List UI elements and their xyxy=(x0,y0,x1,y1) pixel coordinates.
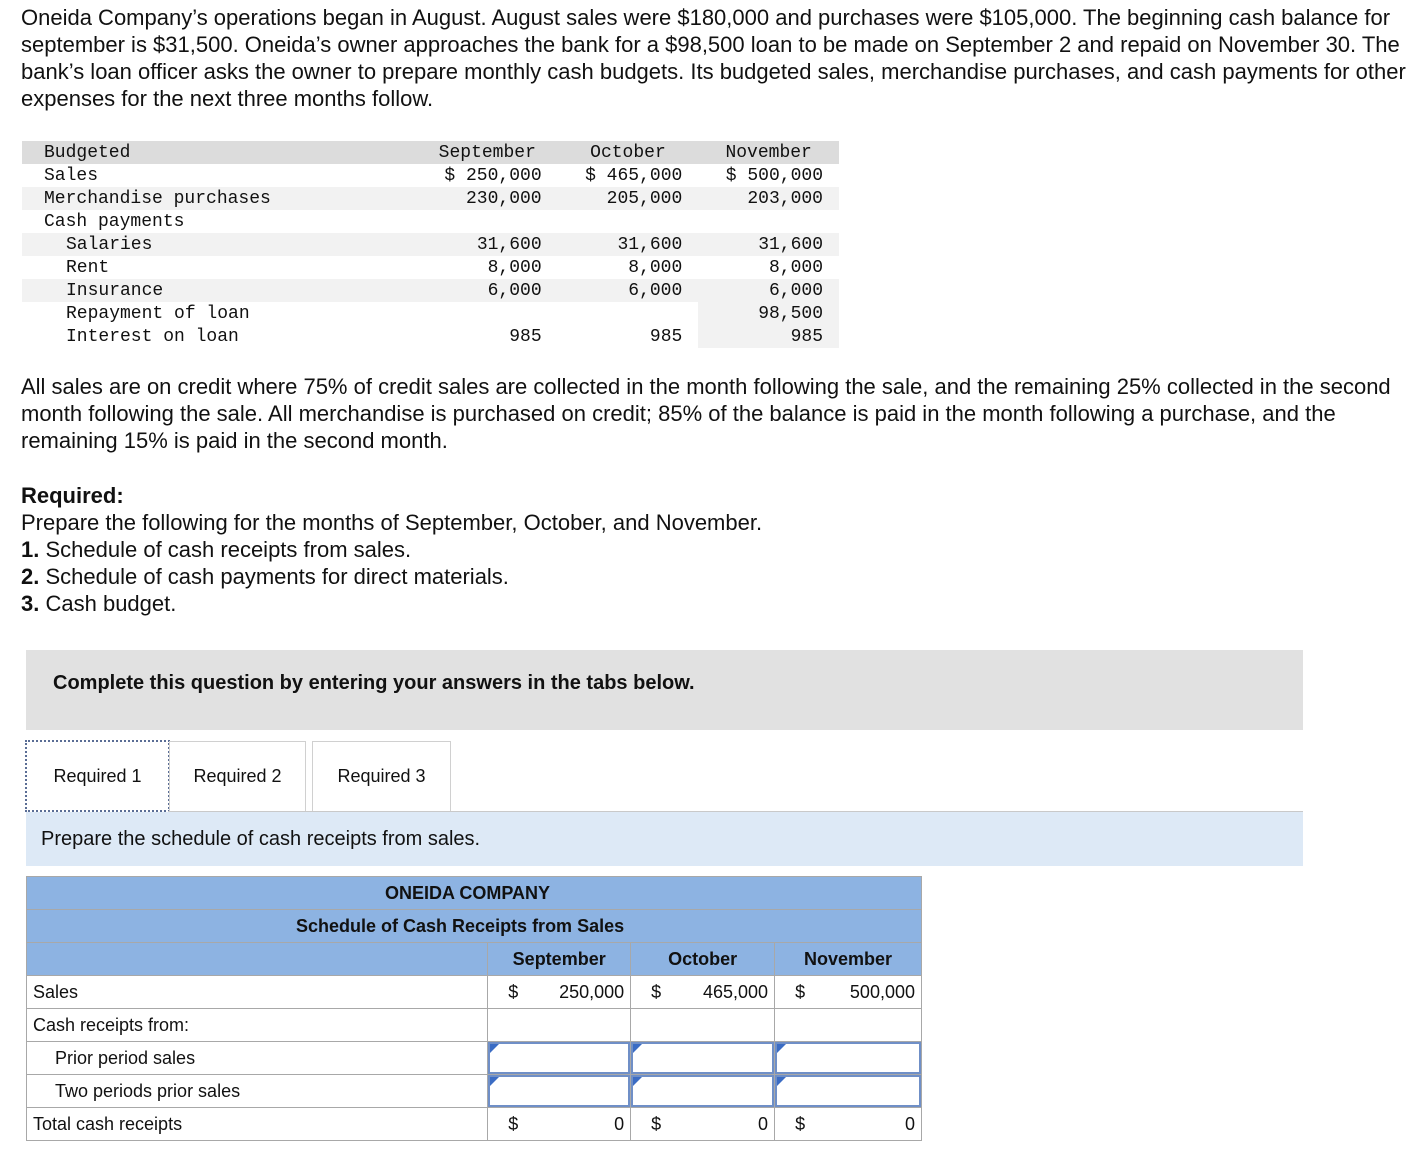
total-november xyxy=(775,1108,922,1141)
budget-value: 31,600 xyxy=(698,233,839,256)
budget-header-november: November xyxy=(698,141,839,164)
schedule-month-header xyxy=(27,943,922,976)
currency-sign: $ xyxy=(651,1113,662,1134)
total-value: 0 xyxy=(614,1113,625,1134)
prior-period-october-input[interactable] xyxy=(631,1042,774,1074)
schedule-company: ONEIDA COMPANY xyxy=(27,877,922,910)
schedule-row-total xyxy=(27,1108,922,1141)
currency-sign: $ xyxy=(795,981,806,1002)
total-october xyxy=(631,1108,775,1141)
sales-september xyxy=(488,976,631,1009)
budget-row-salaries xyxy=(22,233,839,256)
budget-value: 203,000 xyxy=(698,187,839,210)
sales-value: 500,000 xyxy=(849,981,915,1002)
total-value: 0 xyxy=(758,1113,769,1134)
budget-header-october: October xyxy=(558,141,699,164)
required-item-number: 2. xyxy=(21,564,40,589)
problem-intro: Oneida Company’s operations began in August. August sales were $180,000 and purchases were $105,000. The beginning cash balance for september is $31,500. Oneida’s owner approaches the bank for a $98,500 loan to be made on September 2 and repaid on November 30. The bank’s loan officer asks the owner to prepare monthly cash budgets. Its budgeted sales, merchandise purchases, and cash payments for other expenses for the next three months follow. xyxy=(21,5,1406,111)
budget-header-label: Budgeted xyxy=(22,141,417,164)
budget-value: $ 500,000 xyxy=(725,165,823,186)
schedule-row-prior-period xyxy=(27,1042,922,1075)
row-label-total: Total cash receipts xyxy=(27,1108,488,1141)
budget-value: 31,600 xyxy=(417,233,558,256)
currency-sign: $ xyxy=(508,981,519,1002)
currency-sign: $ xyxy=(651,981,662,1002)
budget-header-september: September xyxy=(417,141,558,164)
currency-sign: $ xyxy=(795,1113,806,1134)
budget-row-sales xyxy=(22,164,839,187)
tab-instruction-bar xyxy=(26,812,1303,866)
budget-label: Sales xyxy=(44,165,99,186)
budget-value: 985 xyxy=(698,325,839,348)
tab-instruction-text: Prepare the schedule of cash receipts from sales. xyxy=(41,828,481,850)
two-periods-prior-november-input[interactable] xyxy=(775,1075,921,1107)
cash-receipts-schedule xyxy=(26,876,922,1141)
required-item xyxy=(21,563,762,590)
schedule-title: Schedule of Cash Receipts from Sales xyxy=(27,910,922,943)
budget-label: Interest on loan xyxy=(66,326,239,347)
total-september xyxy=(488,1108,631,1141)
two-periods-prior-october-input[interactable] xyxy=(631,1075,774,1107)
tab-required-1[interactable]: Required 1 xyxy=(26,741,169,811)
two-periods-prior-september-input[interactable] xyxy=(488,1075,630,1107)
required-item-text: Cash budget. xyxy=(45,591,177,616)
budget-value: 985 xyxy=(649,326,683,347)
budget-row-interest xyxy=(22,325,839,348)
total-value: 0 xyxy=(904,1113,915,1134)
budget-row-rent xyxy=(22,256,839,279)
budget-label: Merchandise purchases xyxy=(22,187,417,210)
schedule-row-cash-receipts-from xyxy=(27,1009,922,1042)
sales-value: 250,000 xyxy=(559,981,625,1002)
required-title: Required: xyxy=(21,483,124,508)
budget-value: 985 xyxy=(509,326,542,347)
prior-period-november-input[interactable] xyxy=(775,1042,921,1074)
budget-value xyxy=(417,302,558,325)
tab-required-3[interactable]: Required 3 xyxy=(312,741,451,811)
required-item-text: Schedule of cash payments for direct materials. xyxy=(45,564,509,589)
budget-value: 8,000 xyxy=(487,257,542,278)
banner-text: Complete this question by entering your answers in the tabs below. xyxy=(53,672,695,694)
budget-label: Cash payments xyxy=(44,211,185,232)
instructions-banner xyxy=(26,650,1303,730)
budget-value: 6,000 xyxy=(417,279,558,302)
required-line: Prepare the following for the months of September, October, and November. xyxy=(21,510,763,535)
budget-value: 8,000 xyxy=(768,257,823,278)
row-label-cash-receipts-from: Cash receipts from: xyxy=(27,1009,488,1042)
month-header-september: September xyxy=(488,943,631,976)
budget-value: $ 465,000 xyxy=(585,165,683,186)
schedule-company-row xyxy=(27,877,922,910)
required-item-text: Schedule of cash receipts from sales. xyxy=(45,537,412,562)
budget-row-repayment xyxy=(22,302,839,325)
budget-value: 6,000 xyxy=(558,279,699,302)
prior-period-september-input[interactable] xyxy=(488,1042,630,1074)
schedule-header-blank xyxy=(27,943,488,976)
schedule-row-two-periods-prior xyxy=(27,1075,922,1108)
required-section xyxy=(21,482,762,617)
budget-value: 8,000 xyxy=(628,257,683,278)
budget-value: 230,000 xyxy=(417,187,558,210)
required-item-number: 3. xyxy=(21,591,40,616)
sales-november xyxy=(775,976,922,1009)
budget-row-insurance xyxy=(22,279,839,302)
row-label-sales: Sales xyxy=(27,976,488,1009)
schedule-title-row xyxy=(27,910,922,943)
budget-header-row xyxy=(22,141,839,164)
required-item-number: 1. xyxy=(21,537,40,562)
budget-label: Salaries xyxy=(22,233,417,256)
budget-value: 31,600 xyxy=(558,233,699,256)
required-item xyxy=(21,590,762,617)
budget-value xyxy=(558,302,699,325)
required-item xyxy=(21,536,762,563)
row-label-prior-period: Prior period sales xyxy=(27,1042,488,1075)
row-label-two-periods-prior: Two periods prior sales xyxy=(27,1075,488,1108)
budget-value: $ 250,000 xyxy=(444,165,542,186)
budget-row-cash-payments xyxy=(22,210,839,233)
budget-value: 205,000 xyxy=(558,187,699,210)
schedule-row-sales xyxy=(27,976,922,1009)
tab-required-2[interactable]: Required 2 xyxy=(169,741,306,811)
budget-label: Repayment of loan xyxy=(66,303,250,324)
budget-label: Rent xyxy=(66,257,110,278)
budget-table xyxy=(22,141,839,348)
budget-row-purchases xyxy=(22,187,839,210)
sales-value: 465,000 xyxy=(702,981,769,1002)
budget-value: 98,500 xyxy=(698,302,839,325)
month-header-november: November xyxy=(775,943,922,976)
currency-sign: $ xyxy=(508,1113,519,1134)
budget-value: 6,000 xyxy=(698,279,839,302)
budget-label: Insurance xyxy=(22,279,417,302)
month-header-october: October xyxy=(631,943,775,976)
collection-terms-text: All sales are on credit where 75% of credit sales are collected in the month following the sale, and the remaining 25% collected in the second month following the sale. All merchandise is purchased on credit; 85% of the balance is paid in the month following a purchase, and the remaining 15% is paid in the second month. xyxy=(21,374,1391,453)
sales-october xyxy=(631,976,775,1009)
